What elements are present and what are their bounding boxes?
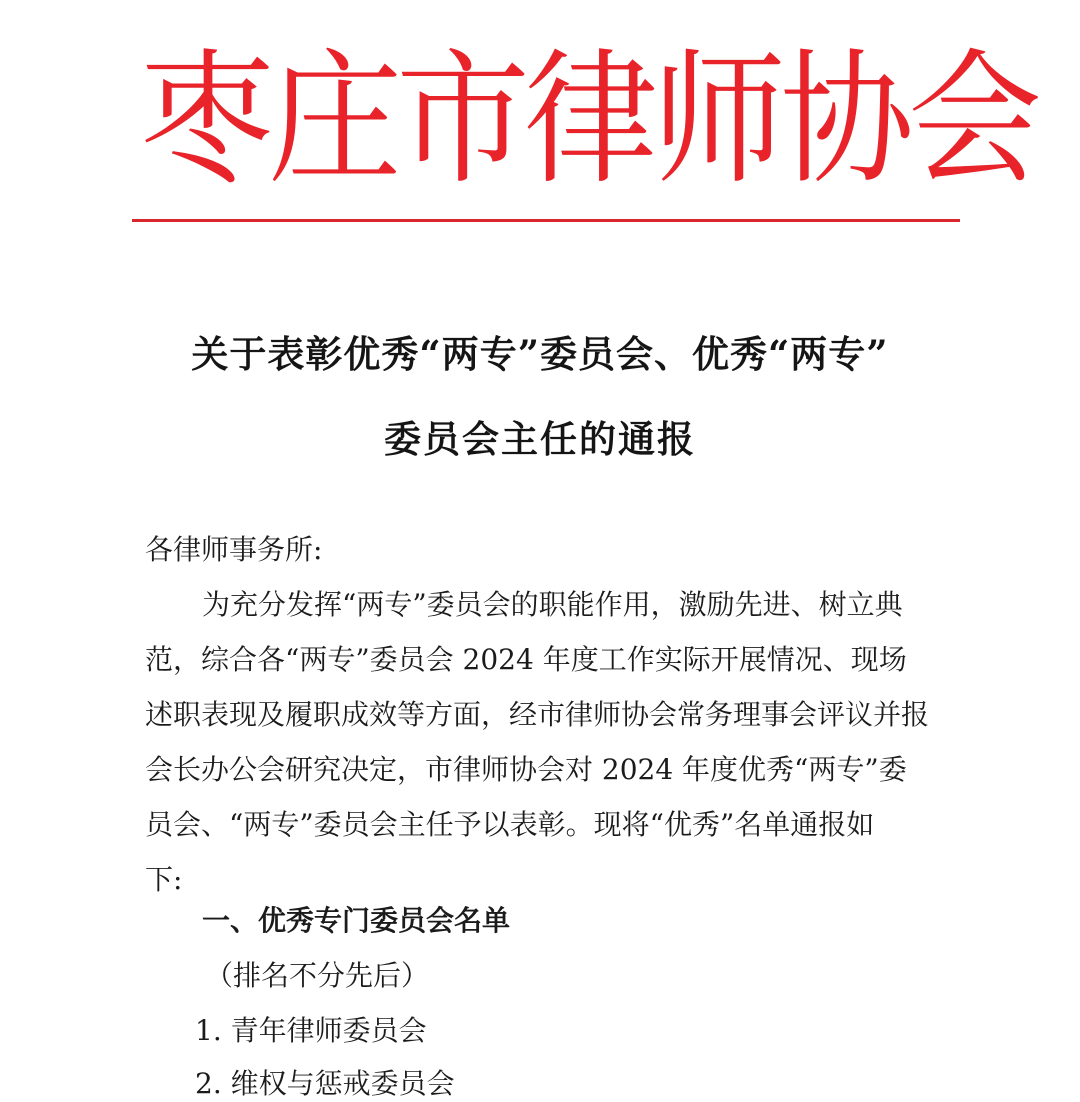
body-line: 会长办公会研究决定，市律师协会对 2024 年度优秀“两专”委: [145, 753, 907, 786]
body-line: 下:: [145, 863, 183, 896]
salutation: 各律师事务所:: [145, 533, 323, 566]
body-line: 述职表现及履职成效等方面，经市律师协会常务理事会评议并报: [145, 698, 930, 731]
document-title-line-2: 委员会主任的通报: [384, 417, 696, 461]
list-item: 1. 青年律师委员会: [195, 1014, 427, 1047]
letterhead-org-name: 枣庄市律师协会: [140, 35, 1037, 205]
body-line: 为充分发挥“两专”委员会的职能作用，激励先进、树立典: [202, 588, 903, 621]
section-note: （排名不分先后）: [205, 959, 430, 992]
body-line: 员会、“两专”委员会主任予以表彰。现将“优秀”名单通报如: [145, 808, 875, 841]
document-title-line-1: 关于表彰优秀“两专”委员会、优秀“两专”: [191, 332, 889, 376]
letterhead-red-rule: [132, 219, 960, 222]
section-heading: 一、优秀专门委员会名单: [202, 904, 511, 937]
list-item: 2. 维权与惩戒委员会: [195, 1067, 455, 1100]
body-line: 范，综合各“两专”委员会 2024 年度工作实际开展情况、现场: [145, 643, 907, 676]
